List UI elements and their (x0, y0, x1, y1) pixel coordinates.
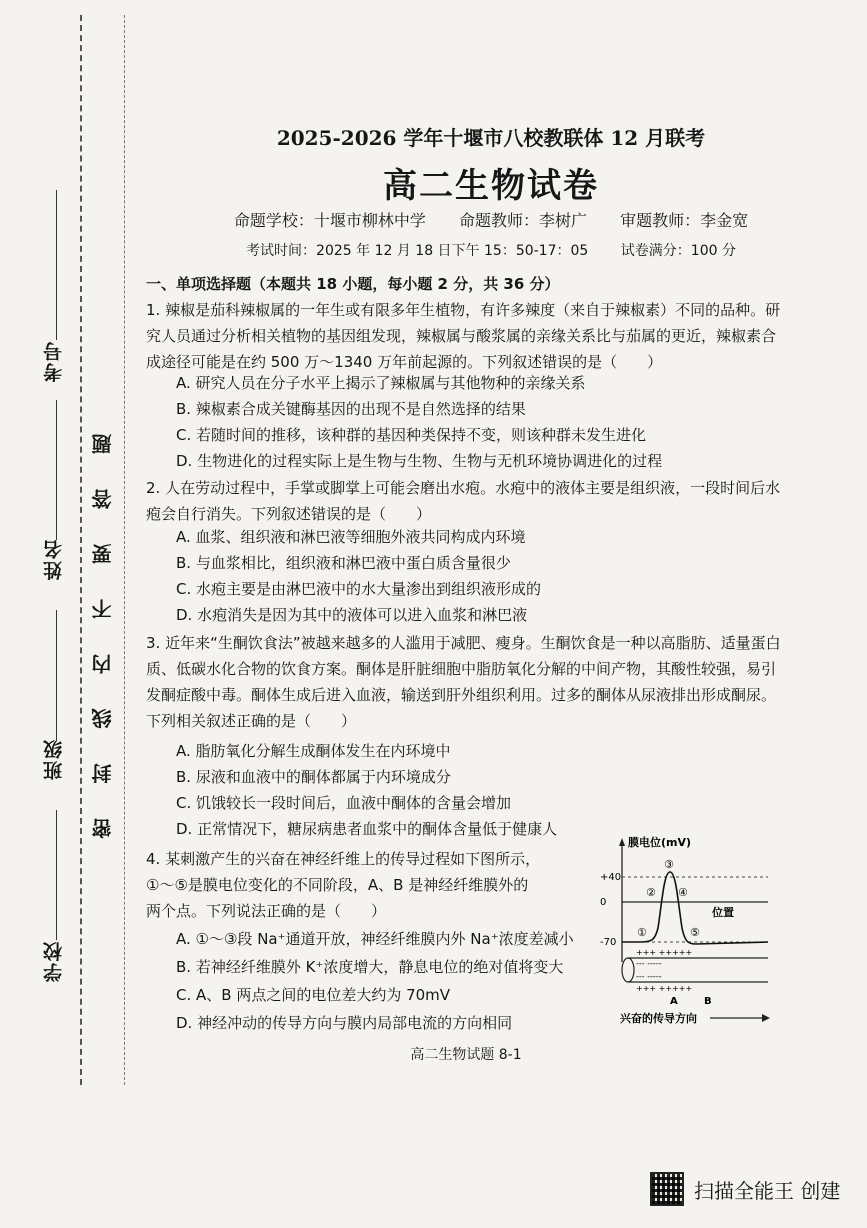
school-line (56, 810, 57, 940)
exam-no-line (56, 190, 57, 340)
exam-time-info (146, 240, 836, 260)
class-label: 班级 (43, 738, 65, 780)
seal-notice: 密 封 线 内 不 要 答 题 (91, 420, 115, 839)
nerve-fiber-end (622, 958, 634, 982)
q1-option-b: B. 辣椒素合成关键酶基因的出现不是自然选择的结果 (176, 400, 526, 418)
tick-plus40: +40 (600, 872, 622, 883)
outer-plus-charges-2: +++ +++++ (636, 984, 693, 993)
q4-stem-line3: 两个点。下列说法正确的是（ ） (146, 902, 387, 920)
q3-option-a: A. 脂肪氧化分解生成酮体发生在内环境中 (176, 742, 451, 760)
binding-dashed-line (80, 15, 82, 1085)
q3-option-b: B. 尿液和血液中的酮体都属于内环境成分 (176, 768, 451, 786)
class-line (56, 610, 57, 740)
inner-minus-charges: --- ----- (636, 959, 662, 968)
stage-1-label: ① (637, 926, 647, 939)
q1-option-a: A. 研究人员在分子水平上揭示了辣椒属与其他物种的亲缘关系 (176, 374, 586, 392)
y-axis-arrow (619, 838, 625, 846)
q3-option-c: C. 饥饿较长一段时间后，血液中酮体的含量会增加 (176, 794, 512, 812)
direction-arrow-head (762, 1014, 770, 1022)
scanner-watermark (650, 1172, 840, 1206)
q4-option-c: C. A、B 两点之间的电位差大约为 70mV (176, 986, 451, 1004)
q4-stem-line2: ①～⑤是膜电位变化的不同阶段，A、B 是神经纤维膜外的 (146, 876, 529, 894)
q4-option-b: B. 若神经纤维膜外 K⁺浓度增大，静息电位的绝对值将变大 (176, 958, 564, 976)
x-axis-label: 位置 (712, 906, 734, 919)
q2-option-d: D. 水疱消失是因为其中的液体可以进入血浆和淋巴液 (176, 606, 528, 624)
page-footer: 高二生物试题 8-1 (410, 1047, 522, 1063)
author-info (146, 208, 836, 231)
full-score: 试卷满分：100 分 (620, 243, 736, 259)
outer-plus-charges: +++ +++++ (636, 948, 693, 957)
q2-option-b: B. 与血浆相比，组织液和淋巴液中蛋白质含量很少 (176, 554, 511, 572)
q3-option-d: D. 正常情况下，糖尿病患者血浆中的酮体含量低于健康人 (176, 820, 558, 838)
q2-stem: 2. 人在劳动过程中，手掌或脚掌上可能会磨出水疱。水疱中的液体主要是组织液，一段时间后水疱会自行消失。下列叙述错误的是（ ） (146, 479, 781, 523)
school-label: 学校 (43, 940, 65, 982)
q4-option-a: A. ①～③段 Na⁺通道开放，神经纤维膜内外 Na⁺浓度差减小 (176, 930, 574, 948)
point-b-label: B (704, 996, 712, 1007)
q3-stem: 3. 近年来“生酮饮食法”被越来越多的人滥用于减肥、瘦身。生酮饮食是一种以高脂肪、适量蛋白质、低碳水化合物的饮食方案。酮体是肝脏细胞中脂肪氧化分解的中间产物，其酸性较强，易引发酮症酸中毒。酮体生成后进入血液，输送到肝外组织利用。过多的酮体从尿液排出形成酮尿。下列相关叙述正确的是（ ） (146, 634, 781, 730)
tick-0: 0 (600, 897, 607, 908)
watermark-text: 扫描全能王 创建 (694, 1178, 841, 1203)
q2-option-c: C. 水疱主要是由淋巴液中的水大量渗出到组织液形成的 (176, 580, 542, 598)
teacher-info: 命题教师：李树广 (458, 211, 587, 230)
q1-stem: 1. 辣椒是茄科辣椒属的一年生或有限多年生植物，有许多辣度（来自于辣椒素）不同的品种。研究人员通过分析相关植物的基因组发现，辣椒属与酸浆属的亲缘关系比与茄属的更近，辣椒素合成途径可能是在约 500 万～1340 万年前起源的。下列叙述错误的是（ ） (146, 301, 781, 371)
name-line (56, 400, 57, 540)
name-label: 姓名 (43, 538, 65, 580)
exam-no-label: 考号 (43, 340, 65, 382)
q1-option-c: C. 若随时间的推移，该种群的基因种类保持不变，则该种群未发生进化 (176, 426, 647, 444)
qr-code-icon (650, 1172, 684, 1206)
stage-3-label: ③ (664, 858, 674, 871)
exam-title: 2025-2026 学年十堰市八校教联体 12 月联考 (276, 126, 706, 150)
y-axis-label: 膜电位(mV) (628, 836, 692, 849)
section-heading: 一、单项选择题（本题共 18 小题，每小题 2 分，共 36 分） (146, 275, 560, 293)
reviewer-info: 审题教师：李金宽 (620, 211, 749, 230)
paper-title: 高二生物试卷 (383, 166, 599, 206)
stage-4-label: ④ (678, 886, 688, 899)
school-info: 命题学校：十堰市柳林中学 (233, 211, 426, 230)
q1-option-d: D. 生物进化的过程实际上是生物与生物、生物与无机环境协调进化的过程 (176, 452, 663, 470)
q4-stem-line1: 4. 某刺激产生的兴奋在神经纤维上的传导过程如下图所示， (146, 850, 541, 868)
q4-option-d: D. 神经冲动的传导方向与膜内局部电流的方向相同 (176, 1014, 513, 1032)
exam-time: 考试时间：2025 年 12 月 18 日下午 15：50-17：05 (246, 243, 589, 259)
stage-5-label: ⑤ (690, 926, 700, 939)
tick-minus70: -70 (600, 937, 617, 948)
point-a-label: A (670, 996, 678, 1007)
stage-2-label: ② (646, 886, 656, 899)
inner-minus-charges-2: --- ----- (636, 972, 662, 981)
direction-label: 兴奋的传导方向 (620, 1012, 697, 1025)
binding-dashed-line-inner (124, 15, 125, 1085)
q2-option-a: A. 血浆、组织液和淋巴液等细胞外液共同构成内环境 (176, 528, 526, 546)
action-potential-figure (600, 832, 775, 1027)
binding-margin (0, 0, 130, 1228)
